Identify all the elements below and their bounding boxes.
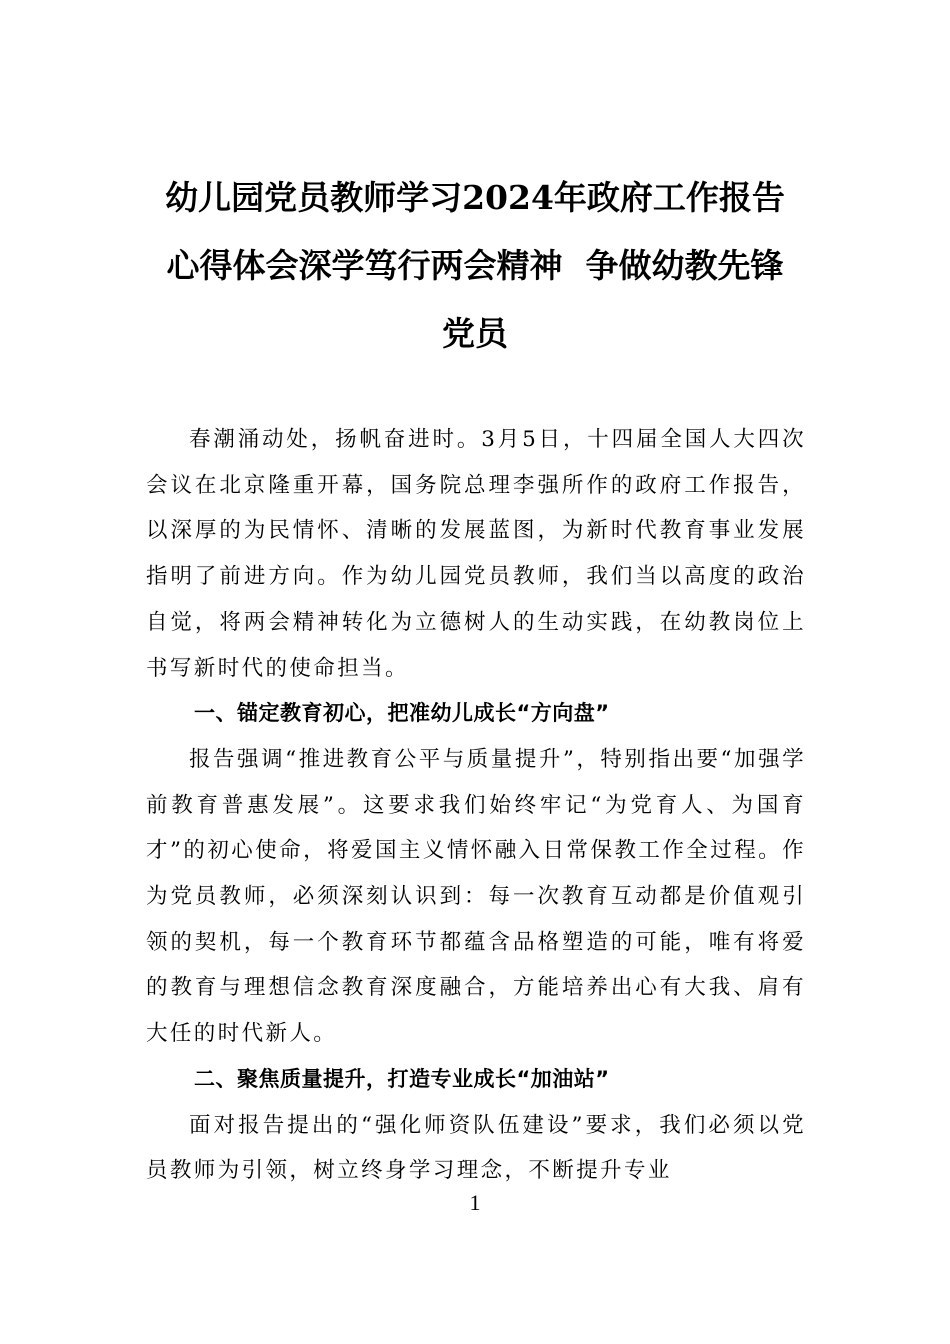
section-2-paragraph: 面对报告提出的“强化师资队伍建设”要求，我们必须以党员教师为引领，树立终身学习理念，不断提升专业: [146, 1112, 806, 1184]
document-body: [146, 417, 806, 1194]
title-line-1: 幼儿园党员教师学习2024年政府工作报告: [165, 178, 785, 217]
section-heading-1: 一、锚定教育初心，把准幼儿成长“方向盘”: [194, 701, 610, 726]
document-title: [140, 164, 810, 368]
page-number: 1: [469, 1190, 481, 1215]
section-heading-2: 二、聚焦质量提升，打造专业成长“加油站”: [194, 1066, 610, 1091]
title-line-3: 党员: [442, 314, 508, 353]
intro-paragraph: 春潮涌动处，扬帆奋进时。3月5日，十四届全国人大四次会议在北京隆重开幕，国务院总理李强所作的政府工作报告，以深厚的为民情怀、清晰的发展蓝图，为新时代教育事业发展指明了前进方向。作为幼儿园党员教师，我们当以高度的政治自觉，将两会精神转化为立德树人的生动实践，在幼教岗位上书写新时代的使命担当。: [146, 427, 806, 681]
section-1-paragraph: 报告强调“推进教育公平与质量提升”，特别指出要“加强学前教育普惠发展”。这要求我们始终牢记“为党育人、为国育才”的初心使命，将爱国主义情怀融入日常保教工作全过程。作为党员教师，必须深刻认识到：每一次教育互动都是价值观引领的契机，每一个教育环节都蕴含品格塑造的可能，唯有将爱的教育与理想信念教育深度融合，方能培养出心有大我、肩有大任的时代新人。: [146, 746, 806, 1047]
title-line-2: 心得体会深学笃行两会精神 争做幼教先锋: [166, 246, 784, 285]
